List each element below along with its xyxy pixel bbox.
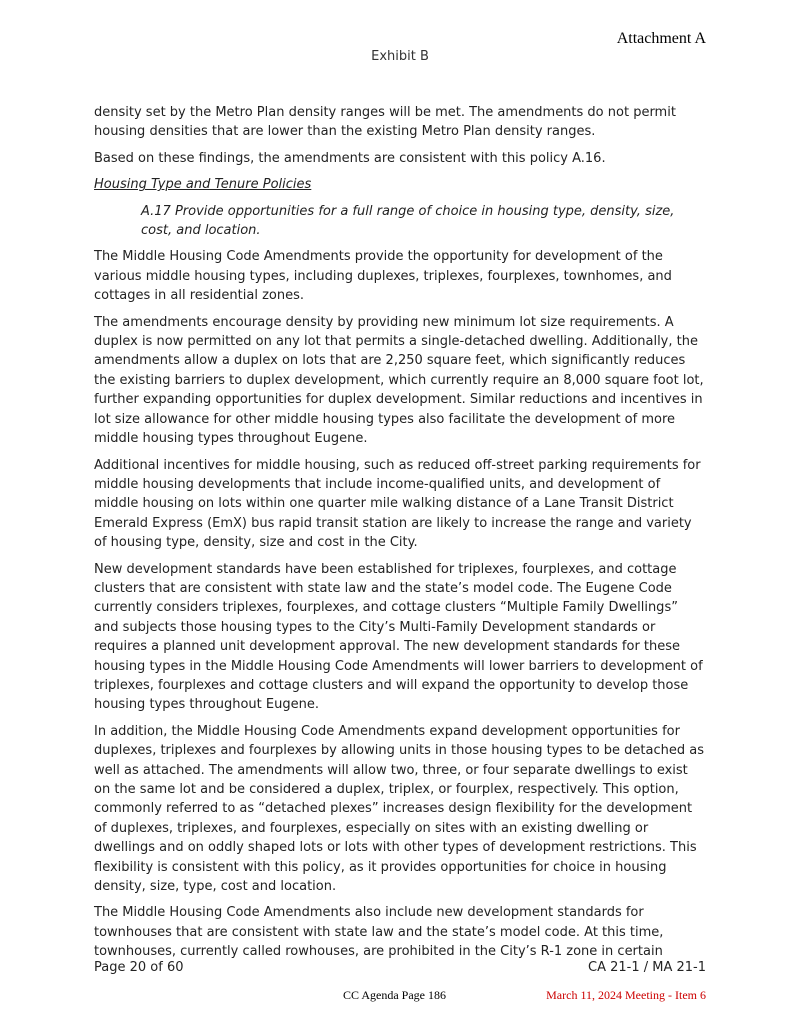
agenda-page: CC Agenda Page 186: [343, 988, 446, 1002]
attachment-label: Attachment A: [616, 30, 706, 47]
paragraph-6: New development standards have been established for triplexes, fourplexes, and cottage clusters that are consistent with state law and the state’s model code. The Eugene Code currently considers triplexes, fourplexes, and cottage clusters “Multiple Family Dwellings” and subjects those housing types to the City’s Multi-Family Development standards or requires a planned unit development approval. The new development standards for these housing types in the Middle Housing Code Amendments will lower barriers to development of triplexes, fourplexes and cottage clusters and will expand the opportunity to develop those housing types throughout Eugene.: [94, 561, 703, 713]
page-number: Page 20 of 60: [94, 960, 184, 975]
paragraph-3: The Middle Housing Code Amendments provide the opportunity for development of the various middle housing types, including duplexes, triplexes, fourplexes, townhomes, and cottages in all residential zones.: [94, 249, 672, 304]
paragraph-8: The Middle Housing Code Amendments also include new development standards for townhouses that are consistent with state law and the state’s model code. At this time, townhouses, currently called rowhouses, are prohibited in the City’s R-1 zone in certain: [94, 905, 664, 960]
paragraph-4: The amendments encourage density by providing new minimum lot size requirements. A duplex is now permitted on any lot that permits a single-detached dwelling. Additionally, the amendments allow a duplex on lots that are 2,250 square feet, which significantly reduces the existing barriers to duplex development, which currently require an 8,000 square foot lot, further expanding opportunities for duplex development. Similar reductions and incentives in lot size allowance for other middle housing types also facilitate the development of more middle housing types throughout Eugene.: [94, 314, 704, 447]
paragraph-1: density set by the Metro Plan density ranges will be met. The amendments do not permit housing densities that are lower than the existing Metro Plan density ranges.: [94, 105, 676, 140]
section-heading: Housing Type and Tenure Policies: [94, 177, 312, 193]
paragraph-2: Based on these findings, the amendments are consistent with this policy A.16.: [94, 150, 606, 166]
case-number: CA 21-1 / MA 21-1: [588, 960, 706, 975]
paragraph-7: In addition, the Middle Housing Code Amendments expand development opportunities for duplexes, triplexes and fourplexes by allowing units in those housing types to be detached as well as attached. The amendments will allow two, three, or four separate dwellings to exist on the same lot and be considered a duplex, triplex, or fourplex, respectively. This option, commonly referred to as “detached plexes” increases design flexibility for the development of duplexes, triplexes, and fourplexes, especially on sites with an existing dwelling or dwellings and on oddly shaped lots or lots with other types of development restrictions. This flexibility is consistent with this policy, as it provides opportunities for choice in housing density, size, type, cost and location.: [94, 723, 705, 895]
document-body: [94, 103, 706, 969]
meeting-label: March 11, 2024 Meeting - Item 6: [546, 988, 706, 1002]
policy-quote: A.17 Provide opportunities for a full range of choice in housing type, density, size, cost, and location.: [141, 203, 675, 239]
exhibit-label: Exhibit B: [371, 49, 429, 64]
paragraph-5: Additional incentives for middle housing, such as reduced off-street parking requirements for middle housing developments that include income-qualified units, and development of middle housing on lots within one quarter mile walking distance of a Lane Transit District Emerald Express (EmX) bus rapid transit station are likely to increase the range and variety of housing type, density, size and cost in the City.: [94, 457, 701, 551]
